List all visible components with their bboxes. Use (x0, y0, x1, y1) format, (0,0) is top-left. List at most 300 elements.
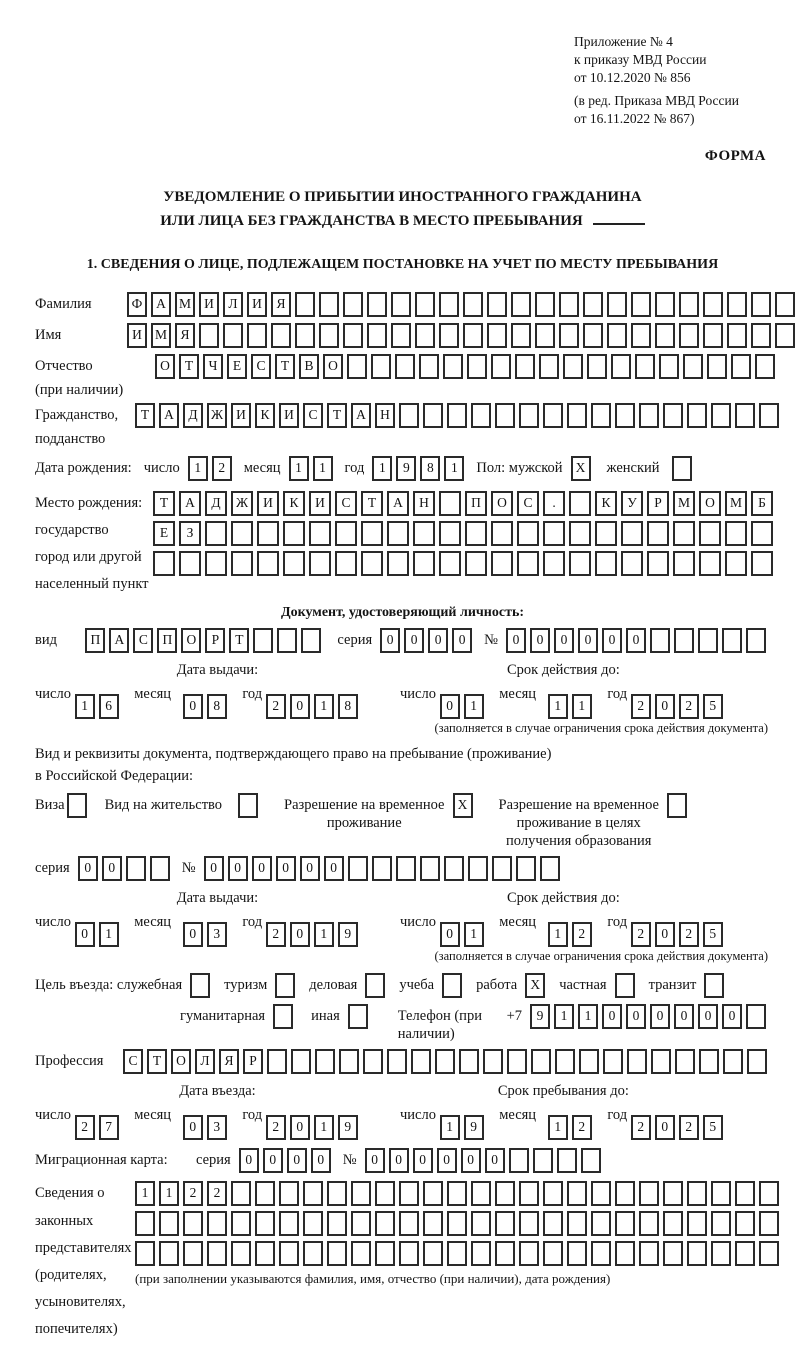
form-cell[interactable] (153, 551, 175, 576)
form-cell[interactable] (231, 1241, 251, 1266)
purpose-private-checkbox[interactable] (615, 973, 639, 998)
form-cell[interactable]: И (279, 403, 299, 428)
form-cell[interactable] (511, 323, 531, 348)
form-cell[interactable] (257, 521, 279, 546)
form-cell[interactable] (361, 551, 383, 576)
representatives-input-row1[interactable] (135, 1181, 783, 1206)
form-cell[interactable]: 0 (228, 856, 248, 881)
form-cell[interactable]: И (247, 292, 267, 317)
form-cell[interactable]: 0 (655, 1115, 675, 1140)
form-cell[interactable] (567, 1181, 587, 1206)
form-cell[interactable] (471, 1181, 491, 1206)
form-cell[interactable] (135, 1241, 155, 1266)
form-cell[interactable] (283, 521, 305, 546)
expiry-year-input[interactable] (631, 694, 727, 719)
form-cell[interactable] (339, 1049, 359, 1074)
edu-permit-checkbox[interactable] (667, 793, 691, 818)
checkbox-cell[interactable] (348, 1004, 368, 1029)
form-cell[interactable] (367, 292, 387, 317)
form-cell[interactable]: 2 (572, 1115, 592, 1140)
sex-male-checkbox[interactable] (571, 456, 595, 481)
form-cell[interactable]: 2 (207, 1181, 227, 1206)
form-cell[interactable] (711, 1241, 731, 1266)
form-cell[interactable]: С (335, 491, 357, 516)
form-cell[interactable] (655, 323, 675, 348)
form-cell[interactable]: 0 (204, 856, 224, 881)
form-cell[interactable]: С (133, 628, 153, 653)
arrival-month-input[interactable] (183, 1115, 231, 1140)
stay-day-input[interactable] (440, 1115, 488, 1140)
form-cell[interactable]: А (109, 628, 129, 653)
form-cell[interactable]: 0 (722, 1004, 742, 1029)
form-cell[interactable]: 2 (212, 456, 232, 481)
form-cell[interactable]: 1 (548, 694, 568, 719)
form-cell[interactable] (495, 1211, 515, 1236)
form-cell[interactable] (531, 1049, 551, 1074)
form-cell[interactable]: П (85, 628, 105, 653)
form-cell[interactable]: Т (147, 1049, 167, 1074)
checkbox-cell[interactable]: X (571, 456, 591, 481)
form-cell[interactable]: 0 (252, 856, 272, 881)
form-cell[interactable] (655, 292, 675, 317)
form-cell[interactable] (257, 551, 279, 576)
form-cell[interactable] (415, 323, 435, 348)
form-cell[interactable] (439, 491, 461, 516)
form-cell[interactable] (639, 1241, 659, 1266)
form-cell[interactable]: Т (327, 403, 347, 428)
form-cell[interactable]: Л (223, 292, 243, 317)
checkbox-cell[interactable] (667, 793, 687, 818)
form-cell[interactable] (267, 1049, 287, 1074)
form-cell[interactable] (555, 1049, 575, 1074)
form-cell[interactable]: 7 (99, 1115, 119, 1140)
form-cell[interactable] (759, 1211, 779, 1236)
form-cell[interactable] (283, 551, 305, 576)
form-cell[interactable] (179, 551, 201, 576)
form-cell[interactable] (295, 292, 315, 317)
form-cell[interactable] (746, 1004, 766, 1029)
form-cell[interactable] (519, 403, 539, 428)
form-cell[interactable]: Я (219, 1049, 239, 1074)
form-cell[interactable]: И (309, 491, 331, 516)
form-cell[interactable]: 8 (207, 694, 227, 719)
form-cell[interactable]: 0 (428, 628, 448, 653)
form-cell[interactable]: О (171, 1049, 191, 1074)
phone-input[interactable] (530, 1004, 770, 1029)
form-cell[interactable] (723, 1049, 743, 1074)
form-cell[interactable]: А (151, 292, 171, 317)
form-cell[interactable] (569, 521, 591, 546)
form-cell[interactable] (543, 1241, 563, 1266)
form-cell[interactable] (413, 521, 435, 546)
form-cell[interactable] (199, 323, 219, 348)
form-cell[interactable] (159, 1241, 179, 1266)
birth-year-input[interactable] (372, 456, 468, 481)
form-cell[interactable]: 0 (650, 1004, 670, 1029)
form-cell[interactable]: 0 (290, 922, 310, 947)
form-cell[interactable]: 0 (655, 922, 675, 947)
form-cell[interactable]: 0 (183, 694, 203, 719)
form-cell[interactable] (699, 521, 721, 546)
form-cell[interactable] (621, 551, 643, 576)
firstname-input[interactable] (127, 323, 799, 348)
form-cell[interactable]: 0 (324, 856, 344, 881)
form-cell[interactable] (775, 292, 795, 317)
form-cell[interactable]: С (251, 354, 271, 379)
form-cell[interactable] (559, 323, 579, 348)
form-cell[interactable]: 1 (464, 922, 484, 947)
form-cell[interactable]: Р (243, 1049, 263, 1074)
temp-permit-checkbox[interactable] (453, 793, 477, 818)
form-cell[interactable]: 2 (266, 1115, 286, 1140)
form-cell[interactable] (711, 1211, 731, 1236)
form-cell[interactable]: К (283, 491, 305, 516)
form-cell[interactable]: 0 (300, 856, 320, 881)
form-cell[interactable]: А (387, 491, 409, 516)
form-cell[interactable] (471, 403, 491, 428)
form-cell[interactable] (507, 1049, 527, 1074)
purpose-business-checkbox[interactable] (365, 973, 389, 998)
form-cell[interactable] (674, 628, 694, 653)
form-cell[interactable] (611, 354, 631, 379)
form-cell[interactable] (543, 521, 565, 546)
form-cell[interactable] (207, 1211, 227, 1236)
form-cell[interactable] (647, 521, 669, 546)
form-cell[interactable]: 0 (102, 856, 122, 881)
form-cell[interactable] (683, 354, 703, 379)
form-cell[interactable] (231, 1181, 251, 1206)
form-cell[interactable]: 3 (207, 922, 227, 947)
form-cell[interactable]: 0 (602, 628, 622, 653)
mc-series-input[interactable] (239, 1148, 335, 1173)
form-cell[interactable]: 8 (420, 456, 440, 481)
form-cell[interactable]: Т (229, 628, 249, 653)
form-cell[interactable] (387, 521, 409, 546)
checkbox-cell[interactable] (275, 973, 295, 998)
issue-year-input[interactable] (266, 694, 362, 719)
form-cell[interactable]: О (491, 491, 513, 516)
form-cell[interactable] (351, 1241, 371, 1266)
form-cell[interactable]: 1 (135, 1181, 155, 1206)
sex-female-checkbox[interactable] (672, 456, 696, 481)
form-cell[interactable]: Т (135, 403, 155, 428)
form-cell[interactable] (439, 551, 461, 576)
form-cell[interactable]: 2 (75, 1115, 95, 1140)
form-cell[interactable] (639, 1211, 659, 1236)
form-cell[interactable] (631, 292, 651, 317)
surname-input[interactable] (127, 292, 799, 317)
form-cell[interactable]: 1 (314, 1115, 334, 1140)
form-cell[interactable] (735, 403, 755, 428)
form-cell[interactable] (415, 292, 435, 317)
form-cell[interactable] (471, 1211, 491, 1236)
form-cell[interactable] (463, 292, 483, 317)
form-cell[interactable] (301, 628, 321, 653)
form-cell[interactable]: А (179, 491, 201, 516)
form-cell[interactable] (535, 292, 555, 317)
form-cell[interactable]: 5 (703, 1115, 723, 1140)
purpose-other-checkbox[interactable] (348, 1004, 372, 1029)
form-cell[interactable] (309, 551, 331, 576)
purpose-study-checkbox[interactable] (442, 973, 466, 998)
form-cell[interactable] (727, 292, 747, 317)
form-cell[interactable] (253, 628, 273, 653)
form-cell[interactable] (303, 1181, 323, 1206)
form-cell[interactable]: Ж (207, 403, 227, 428)
form-cell[interactable]: 2 (572, 922, 592, 947)
form-cell[interactable]: П (157, 628, 177, 653)
form-cell[interactable] (327, 1241, 347, 1266)
form-cell[interactable]: Т (179, 354, 199, 379)
form-cell[interactable]: Т (275, 354, 295, 379)
form-cell[interactable]: 1 (440, 1115, 460, 1140)
form-cell[interactable] (483, 1049, 503, 1074)
form-cell[interactable] (495, 403, 515, 428)
form-cell[interactable]: 0 (437, 1148, 457, 1173)
form-cell[interactable] (351, 1181, 371, 1206)
form-cell[interactable] (725, 551, 747, 576)
form-cell[interactable] (651, 1049, 671, 1074)
mc-number-input[interactable] (365, 1148, 605, 1173)
form-cell[interactable] (319, 323, 339, 348)
stay-month-input[interactable] (548, 1115, 596, 1140)
form-cell[interactable]: 0 (506, 628, 526, 653)
issue-year-input[interactable] (266, 922, 362, 947)
residence-number-input[interactable] (204, 856, 564, 881)
form-cell[interactable] (703, 292, 723, 317)
issue-day-input[interactable] (75, 694, 123, 719)
form-cell[interactable] (511, 292, 531, 317)
form-cell[interactable] (423, 1211, 443, 1236)
form-cell[interactable]: 3 (207, 1115, 227, 1140)
form-cell[interactable]: 5 (703, 922, 723, 947)
form-cell[interactable]: 0 (290, 1115, 310, 1140)
form-cell[interactable] (491, 354, 511, 379)
form-cell[interactable]: 0 (554, 628, 574, 653)
visa-checkbox[interactable] (67, 793, 91, 818)
checkbox-cell[interactable] (190, 973, 210, 998)
checkbox-cell[interactable] (704, 973, 724, 998)
form-cell[interactable] (735, 1241, 755, 1266)
form-cell[interactable] (627, 1049, 647, 1074)
form-cell[interactable] (399, 1211, 419, 1236)
form-cell[interactable]: . (543, 491, 565, 516)
form-cell[interactable] (621, 521, 643, 546)
form-cell[interactable] (459, 1049, 479, 1074)
doc-kind-input[interactable] (85, 628, 325, 653)
form-cell[interactable] (277, 628, 297, 653)
representatives-input-row3[interactable] (135, 1241, 783, 1266)
form-cell[interactable]: 0 (239, 1148, 259, 1173)
form-cell[interactable] (509, 1148, 529, 1173)
residence-series-input[interactable] (78, 856, 174, 881)
form-cell[interactable]: И (231, 403, 251, 428)
form-cell[interactable] (583, 292, 603, 317)
form-cell[interactable] (303, 1241, 323, 1266)
form-cell[interactable] (579, 1049, 599, 1074)
form-cell[interactable] (367, 323, 387, 348)
form-cell[interactable] (468, 856, 488, 881)
form-cell[interactable] (543, 551, 565, 576)
form-cell[interactable] (775, 323, 795, 348)
form-cell[interactable] (279, 1211, 299, 1236)
residence-permit-checkbox[interactable] (238, 793, 262, 818)
form-cell[interactable] (533, 1148, 553, 1173)
form-cell[interactable] (447, 1241, 467, 1266)
birthplace-input-row3[interactable] (153, 551, 777, 576)
form-cell[interactable] (746, 628, 766, 653)
form-cell[interactable] (439, 292, 459, 317)
form-cell[interactable] (663, 1241, 683, 1266)
form-cell[interactable] (591, 1241, 611, 1266)
form-cell[interactable] (205, 521, 227, 546)
form-cell[interactable] (423, 1241, 443, 1266)
form-cell[interactable] (759, 1241, 779, 1266)
form-cell[interactable] (707, 354, 727, 379)
form-cell[interactable]: С (303, 403, 323, 428)
form-cell[interactable] (387, 551, 409, 576)
form-cell[interactable]: 9 (338, 1115, 358, 1140)
form-cell[interactable]: П (465, 491, 487, 516)
form-cell[interactable]: М (673, 491, 695, 516)
form-cell[interactable] (183, 1241, 203, 1266)
form-cell[interactable] (375, 1241, 395, 1266)
form-cell[interactable] (487, 323, 507, 348)
form-cell[interactable] (519, 1211, 539, 1236)
form-cell[interactable] (491, 551, 513, 576)
form-cell[interactable] (663, 1211, 683, 1236)
form-cell[interactable] (650, 628, 670, 653)
form-cell[interactable] (361, 521, 383, 546)
form-cell[interactable] (615, 1181, 635, 1206)
form-cell[interactable] (569, 491, 591, 516)
form-cell[interactable] (413, 551, 435, 576)
form-cell[interactable] (603, 1049, 623, 1074)
form-cell[interactable] (351, 1211, 371, 1236)
form-cell[interactable] (126, 856, 146, 881)
form-cell[interactable]: Н (413, 491, 435, 516)
form-cell[interactable] (539, 354, 559, 379)
form-cell[interactable]: М (725, 491, 747, 516)
form-cell[interactable] (465, 551, 487, 576)
birthplace-input-row1[interactable] (153, 491, 777, 516)
form-cell[interactable] (659, 354, 679, 379)
form-cell[interactable]: 0 (404, 628, 424, 653)
form-cell[interactable] (295, 323, 315, 348)
form-cell[interactable]: 0 (276, 856, 296, 881)
form-cell[interactable]: Т (153, 491, 175, 516)
form-cell[interactable] (517, 521, 539, 546)
form-cell[interactable]: 0 (440, 922, 460, 947)
form-cell[interactable] (540, 856, 560, 881)
form-cell[interactable] (591, 403, 611, 428)
form-cell[interactable]: Е (153, 521, 175, 546)
form-cell[interactable] (747, 1049, 767, 1074)
form-cell[interactable]: Н (375, 403, 395, 428)
form-cell[interactable]: Д (183, 403, 203, 428)
form-cell[interactable] (595, 551, 617, 576)
form-cell[interactable] (411, 1049, 431, 1074)
form-cell[interactable]: А (159, 403, 179, 428)
form-cell[interactable] (751, 323, 771, 348)
form-cell[interactable] (255, 1241, 275, 1266)
checkbox-cell[interactable]: X (525, 973, 545, 998)
form-cell[interactable]: 1 (572, 694, 592, 719)
form-cell[interactable] (491, 521, 513, 546)
form-cell[interactable]: В (299, 354, 319, 379)
form-cell[interactable]: У (621, 491, 643, 516)
form-cell[interactable]: М (175, 292, 195, 317)
form-cell[interactable] (335, 521, 357, 546)
form-cell[interactable]: 0 (263, 1148, 283, 1173)
form-cell[interactable] (679, 323, 699, 348)
form-cell[interactable] (315, 1049, 335, 1074)
stay-year-input[interactable] (631, 1115, 727, 1140)
form-cell[interactable] (391, 292, 411, 317)
form-cell[interactable] (444, 856, 464, 881)
arrival-year-input[interactable] (266, 1115, 362, 1140)
form-cell[interactable] (673, 551, 695, 576)
form-cell[interactable] (699, 1049, 719, 1074)
form-cell[interactable]: 1 (314, 694, 334, 719)
form-cell[interactable] (751, 292, 771, 317)
form-cell[interactable] (711, 1181, 731, 1206)
form-cell[interactable]: О (323, 354, 343, 379)
form-cell[interactable] (543, 1211, 563, 1236)
form-cell[interactable]: 9 (530, 1004, 550, 1029)
form-cell[interactable]: Б (751, 491, 773, 516)
purpose-work-checkbox[interactable] (525, 973, 549, 998)
checkbox-cell[interactable]: X (453, 793, 473, 818)
form-cell[interactable]: 0 (626, 1004, 646, 1029)
form-cell[interactable]: 9 (396, 456, 416, 481)
issue-month-input[interactable] (183, 694, 231, 719)
purpose-official-checkbox[interactable] (190, 973, 214, 998)
form-cell[interactable]: М (151, 323, 171, 348)
form-cell[interactable] (347, 354, 367, 379)
form-cell[interactable]: 1 (578, 1004, 598, 1029)
expiry-month-input[interactable] (548, 694, 596, 719)
form-cell[interactable]: 9 (464, 1115, 484, 1140)
form-cell[interactable]: 2 (266, 694, 286, 719)
form-cell[interactable] (581, 1148, 601, 1173)
form-cell[interactable]: Ф (127, 292, 147, 317)
form-cell[interactable] (279, 1181, 299, 1206)
form-cell[interactable]: 1 (313, 456, 333, 481)
patronymic-input[interactable] (155, 354, 779, 379)
form-cell[interactable] (615, 1241, 635, 1266)
form-cell[interactable] (363, 1049, 383, 1074)
form-cell[interactable] (231, 551, 253, 576)
form-cell[interactable] (635, 354, 655, 379)
form-cell[interactable]: С (517, 491, 539, 516)
form-cell[interactable]: Ч (203, 354, 223, 379)
form-cell[interactable]: 0 (311, 1148, 331, 1173)
form-cell[interactable]: О (699, 491, 721, 516)
form-cell[interactable] (583, 323, 603, 348)
form-cell[interactable] (631, 323, 651, 348)
form-cell[interactable]: 1 (444, 456, 464, 481)
form-cell[interactable] (375, 1211, 395, 1236)
form-cell[interactable] (731, 354, 751, 379)
form-cell[interactable]: 0 (413, 1148, 433, 1173)
form-cell[interactable]: 6 (99, 694, 119, 719)
form-cell[interactable] (727, 323, 747, 348)
form-cell[interactable] (515, 354, 535, 379)
form-cell[interactable] (725, 521, 747, 546)
form-cell[interactable] (751, 551, 773, 576)
form-cell[interactable]: 2 (679, 694, 699, 719)
